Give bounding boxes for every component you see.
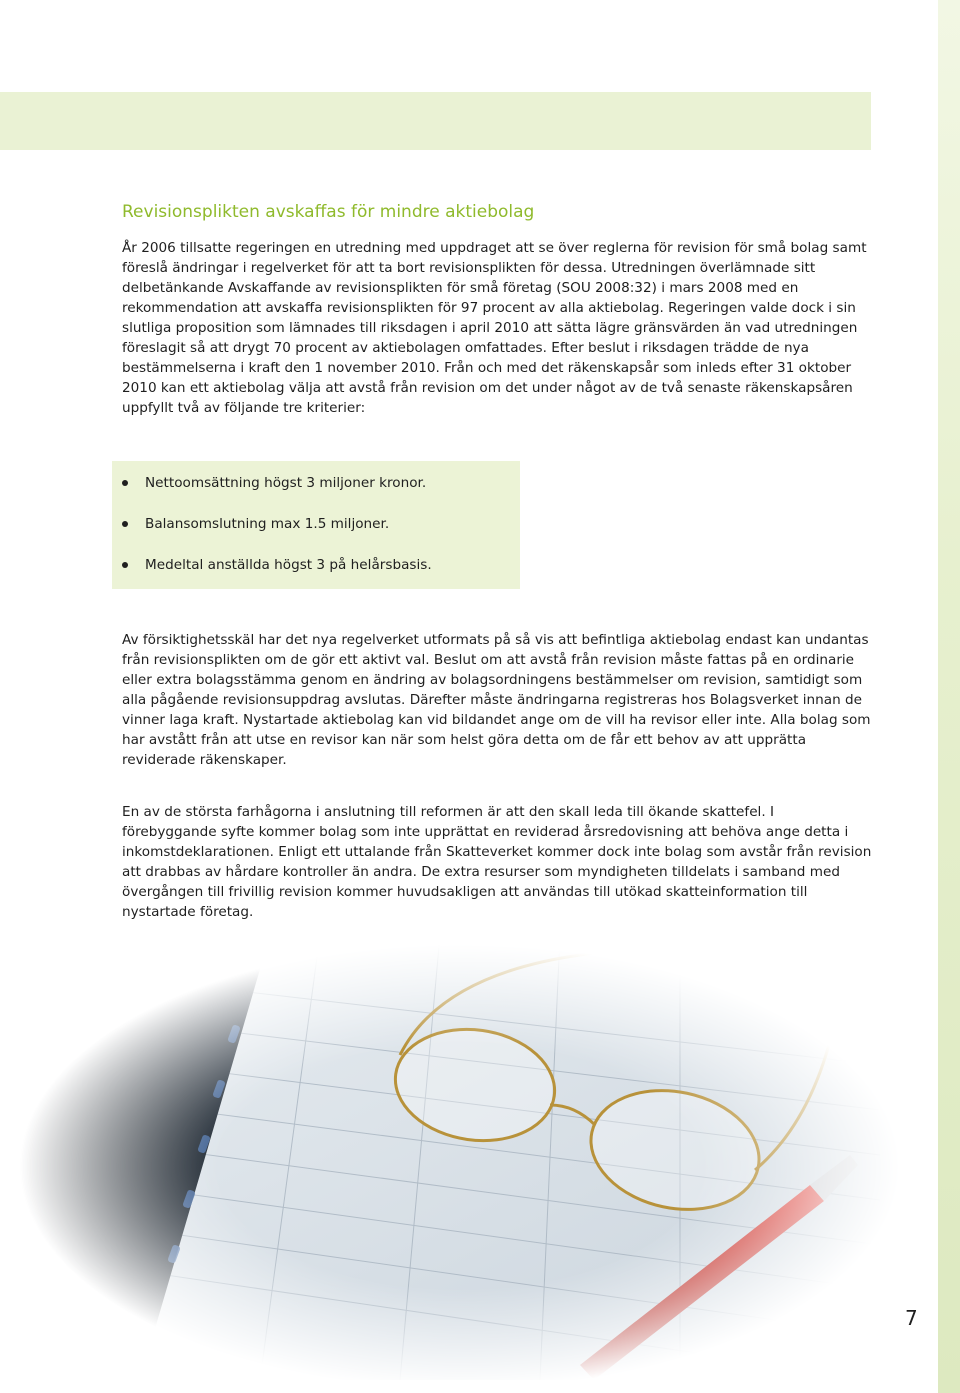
bullet-icon [122, 562, 128, 568]
criteria-box [112, 461, 520, 589]
list-item [112, 514, 520, 555]
section-heading: Revisionsplikten avskaffas för mindre aktiebolag [122, 202, 535, 222]
bullet-icon [122, 521, 128, 527]
header-band [0, 92, 871, 150]
page-number: 7 [905, 1306, 918, 1330]
bullet-icon [122, 480, 128, 486]
side-decoration-bar [938, 0, 960, 1393]
list-item [112, 555, 520, 596]
intro-paragraph: År 2006 tillsatte regeringen en utredning med uppdraget att se över reglerna för revision för små bolag samt föreslå ändringar i regelverket för att ta bort revisionsplikten för dessa. Utredningen överlämnade sitt delbetänkande Avskaffande av revisionsplikten för små företag (SOU 2008:32) i mars 2008 med en rekommendation att avskaffa revisionsplikten för 97 procent av alla aktiebolag. Regeringen valde dock i sin slutliga proposition som lämnades till riksdagen i april 2010 att sätta lägre gränsvärden än vad utredningen föreslagit så att drygt 70 procent av aktiebolagen omfattades. Efter beslut i riksdagen trädde de nya bestämmelserna i kraft den 1 november 2010. Från och med det räkenskapsår som inleds efter 31 oktober 2010 kan ett aktiebolag välja att avstå från revision om det under något av de två senaste räkenskapsåren uppfyllt två av följande tre kriterier: [122, 240, 867, 416]
decorative-photo [20, 935, 900, 1380]
criteria-text: Nettoomsättning högst 3 miljoner kronor. [145, 475, 427, 491]
body-paragraph: Av försiktighetsskäl har det nya regelverket utformats på så vis att befintliga aktiebolag endast kan undantas från revisionsplikten om de gör ett aktivt val. Beslut om att avstå från revision måste fattas på en ordinarie eller extra bolagsstämma genom en ändring av bolagsordningens bestämmelser om revision, samtidigt som alla pågående revisionsuppdrag avslutas. Därefter måste ändringarna registreras hos Bolagsverket innan de vinner laga kraft. Nystartade aktiebolag kan vid bildandet ange om de vill ha revisor eller inte. Alla bolag som har avstått från att utse en revisor kan när som helst göra detta om de får ett behov av att upprätta reviderade räkenskaper. [122, 632, 871, 768]
list-item [112, 473, 520, 514]
criteria-list [112, 461, 520, 596]
photo-illustration [20, 935, 900, 1380]
criteria-text: Medeltal anställda högst 3 på helårsbasis. [145, 557, 432, 573]
criteria-text: Balansomslutning max 1.5 miljoner. [145, 516, 390, 532]
body-paragraph: En av de största farhågorna i anslutning till reformen är att den skall leda till ökande skattefel. I förebyggande syfte kommer bolag som inte upprättat en reviderad årsredovisning att behöva ange detta i inkomstdeklarationen. Enligt ett uttalande från Skatteverket kommer dock inte bolag som avstår från revision att drabbas av hårdare kontroller än andra. De extra resurser som myndigheten tilldelats i samband med övergången till frivillig revision kommer huvudsakligen att användas till utökad skatteinformation till nystartade företag. [122, 804, 872, 920]
